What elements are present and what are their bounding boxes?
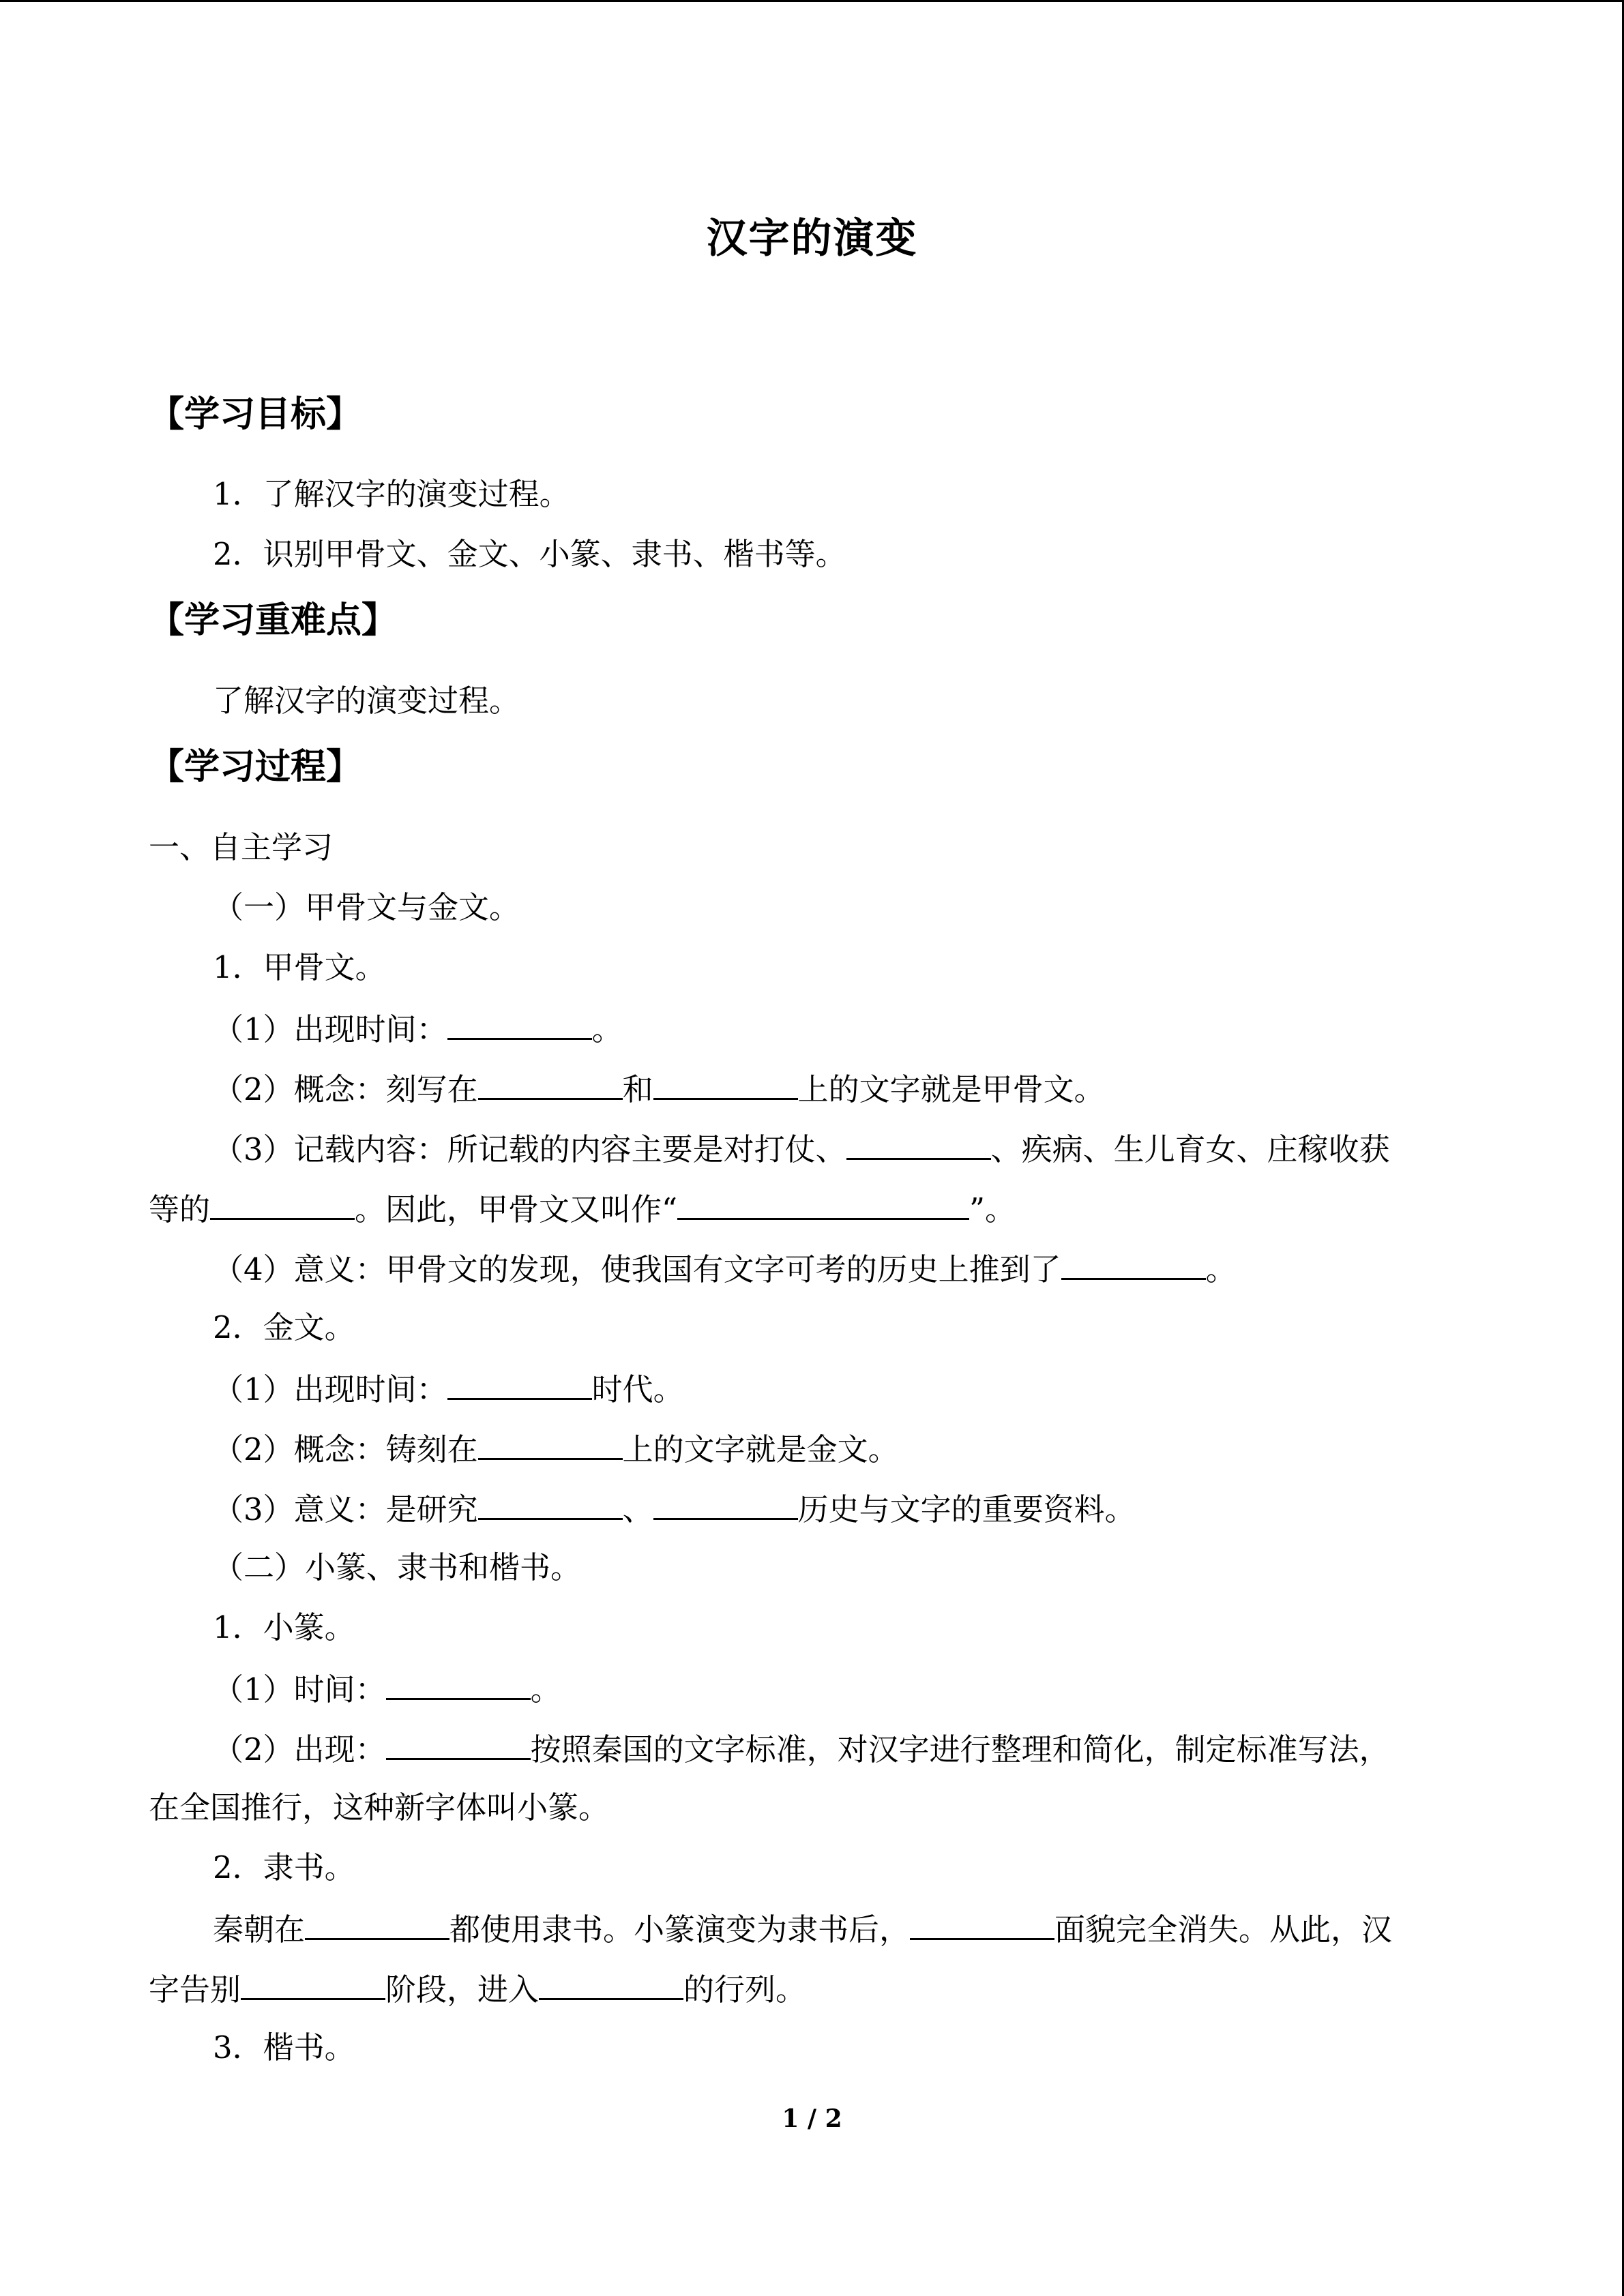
- section-heading-process: 【学习过程】: [149, 746, 362, 788]
- clerical-heading: 2．隶书。: [213, 1849, 355, 1885]
- fill-blank-long[interactable]: [677, 1187, 969, 1220]
- clerical-text-line-cont: 字告别 阶段，进入 的行列。: [149, 1967, 1486, 2011]
- fill-blank[interactable]: [447, 1367, 592, 1400]
- fill-blank[interactable]: [305, 1907, 449, 1940]
- fill-blank[interactable]: [910, 1907, 1054, 1940]
- bronze-concept-line: （2）概念：铸刻在 上的文字就是金文。: [213, 1427, 1550, 1471]
- fill-blank[interactable]: [241, 1967, 385, 2000]
- fill-blank[interactable]: [653, 1487, 798, 1520]
- oracle-time-line: （1）出现时间： 。: [213, 1007, 1550, 1051]
- oracle-content-line: （3）记载内容：所记载的内容主要是对打仗、 、疾病、生儿育女、庄稼收获: [213, 1127, 1550, 1171]
- seal-appear-line: （2）出现： 按照秦国的文字标准，对汉字进行整理和简化，制定标准写法，: [213, 1727, 1550, 1771]
- fill-blank[interactable]: [386, 1667, 531, 1700]
- bronze-heading: 2．金文。: [213, 1309, 355, 1345]
- subsection-oracle-bronze: （一）甲骨文与金文。: [213, 889, 520, 925]
- clerical-text-line: 秦朝在 都使用隶书。小篆演变为隶书后， 面貌完全消失。从此，汉: [213, 1907, 1550, 1951]
- difficulty-text: 了解汉字的演变过程。: [213, 683, 520, 719]
- fill-blank[interactable]: [386, 1727, 531, 1760]
- oracle-content-line-cont: 等的 。因此，甲骨文又叫作“ ”。: [149, 1187, 1486, 1231]
- bronze-meaning-line: （3）意义：是研究 、 历史与文字的重要资料。: [213, 1487, 1550, 1531]
- goal-item-2: 2．识别甲骨文、金文、小篆、隶书、楷书等。: [213, 536, 846, 572]
- part-self-study: 一、自主学习: [149, 829, 334, 865]
- oracle-concept-line: （2）概念：刻写在 和 上的文字就是甲骨文。: [213, 1067, 1550, 1111]
- fill-blank[interactable]: [1061, 1247, 1206, 1280]
- fill-blank[interactable]: [846, 1127, 991, 1160]
- bronze-time-line: （1）出现时间： 时代。: [213, 1367, 1550, 1411]
- fill-blank[interactable]: [447, 1007, 592, 1040]
- section-heading-difficulty: 【学习重难点】: [149, 599, 398, 641]
- page-border-top: [0, 0, 1624, 2]
- page-title: 汉字的演变: [706, 215, 918, 263]
- fill-blank[interactable]: [478, 1067, 623, 1100]
- seal-time-line: （1）时间： 。: [213, 1667, 1550, 1711]
- fill-blank[interactable]: [539, 1967, 683, 2000]
- seal-heading: 1．小篆。: [213, 1609, 355, 1645]
- oracle-heading: 1．甲骨文。: [213, 949, 386, 985]
- fill-blank[interactable]: [478, 1487, 623, 1520]
- page-number: 1 / 2: [782, 2104, 842, 2133]
- goal-item-1: 1．了解汉字的演变过程。: [213, 476, 570, 512]
- subsection-seal-clerical-regular: （二）小篆、隶书和楷书。: [213, 1549, 582, 1585]
- fill-blank[interactable]: [210, 1187, 355, 1220]
- fill-blank[interactable]: [653, 1067, 798, 1100]
- seal-appear-line-cont: 在全国推行，这种新字体叫小篆。: [149, 1789, 610, 1825]
- fill-blank[interactable]: [478, 1427, 623, 1460]
- oracle-meaning-line: （4）意义：甲骨文的发现，使我国有文字可考的历史上推到了 。: [213, 1247, 1550, 1291]
- section-heading-goals: 【学习目标】: [149, 393, 362, 435]
- regular-heading: 3．楷书。: [213, 2029, 355, 2066]
